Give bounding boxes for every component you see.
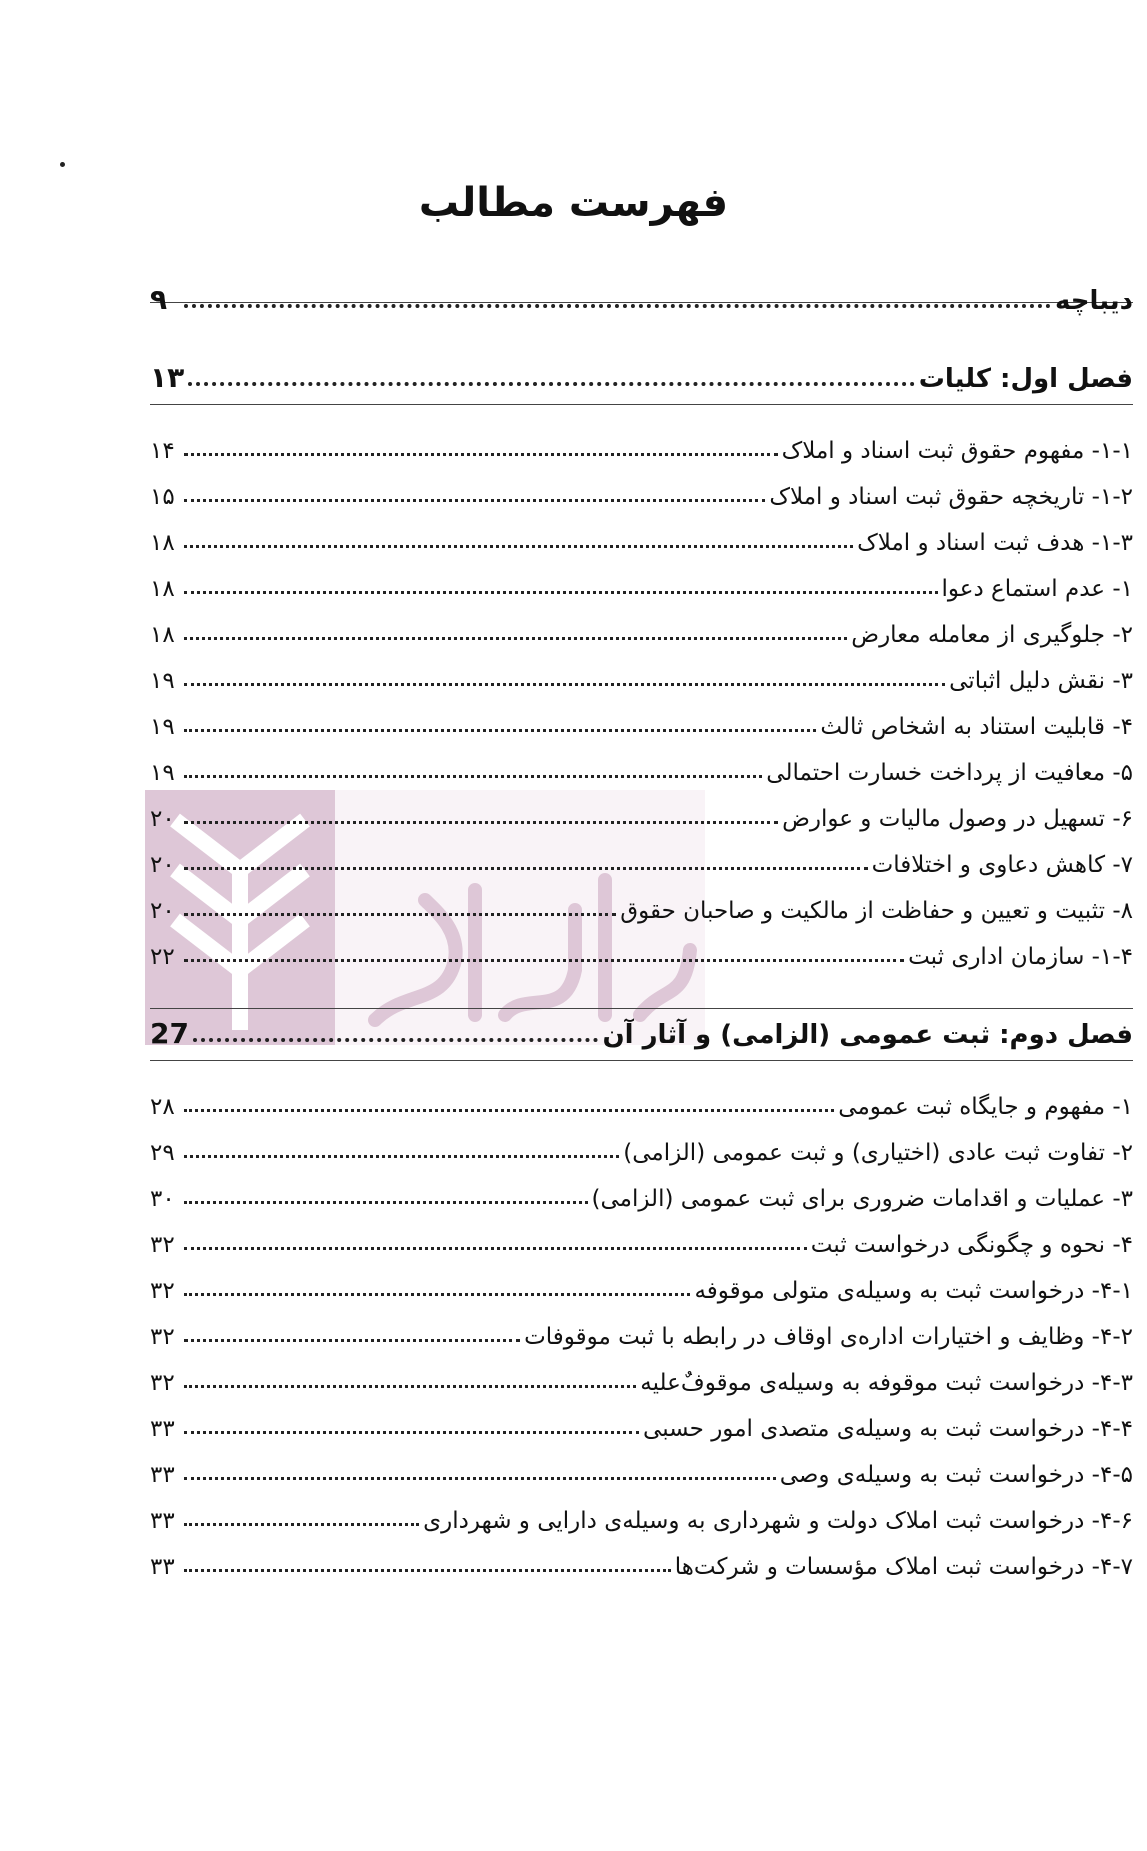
- entry-label: فصل اول: کلیات: [918, 364, 1133, 394]
- toc-entry[interactable]: [150, 1264, 1133, 1304]
- entry-label: ۲- جلوگیری از معامله معارض: [851, 622, 1133, 648]
- toc-entry[interactable]: [150, 1402, 1133, 1442]
- entry-page: ۳۳: [150, 1508, 175, 1534]
- entry-page: ۳۰: [150, 1186, 175, 1212]
- toc-entry-chapter-2[interactable]: [150, 1010, 1133, 1050]
- entry-label: ۱-۱- مفهوم حقوق ثبت اسناد و املاک: [781, 438, 1133, 464]
- leader-dots: [184, 1109, 834, 1112]
- stray-dot: [60, 162, 65, 167]
- entry-page: ۱۹: [150, 668, 175, 694]
- entry-page: ۳۲: [150, 1232, 175, 1258]
- toc-entry[interactable]: [150, 1218, 1133, 1258]
- entry-label: ۵- معافیت از پرداخت خسارت احتمالی: [766, 760, 1133, 786]
- entry-page: ۱۸: [150, 530, 175, 556]
- entry-label: ۱- مفهوم و جایگاه ثبت عمومی: [838, 1094, 1133, 1120]
- entry-page: ۱۸: [150, 622, 175, 648]
- entry-label: ۴-۴- درخواست ثبت به وسیله‌ی متصدی امور حسبی: [643, 1416, 1133, 1442]
- toc-entry[interactable]: [150, 1080, 1133, 1120]
- toc-entry[interactable]: [150, 1356, 1133, 1396]
- entry-page: ۱۸: [150, 576, 175, 602]
- toc-entry[interactable]: [150, 1448, 1133, 1488]
- rule-4: [150, 1060, 1133, 1061]
- entry-label: ۲- تفاوت ثبت عادی (اختیاری) و ثبت عمومی (الزامی): [623, 1140, 1133, 1166]
- toc-entry[interactable]: [150, 562, 1133, 602]
- rule-2: [150, 404, 1133, 405]
- leader-dots: [184, 591, 938, 594]
- entry-label: ۸- تثبیت و تعیین و حفاظت از مالکیت و صاحبان حقوق: [620, 898, 1133, 924]
- entry-label: ۱-۴- سازمان اداری ثبت: [908, 944, 1133, 970]
- toc-entry-preface[interactable]: [150, 276, 1133, 316]
- entry-label: ۴-۱- درخواست ثبت به وسیله‌ی متولی موقوفه: [694, 1278, 1133, 1304]
- entry-page: ۲۹: [150, 1140, 175, 1166]
- toc-entry[interactable]: [150, 1126, 1133, 1166]
- rule-3: [150, 1008, 1133, 1009]
- entry-page: ۲۰: [150, 898, 175, 924]
- leader-dots: [184, 637, 847, 640]
- leader-dots: [184, 1155, 619, 1158]
- leader-dots: [184, 453, 778, 456]
- toc-entry[interactable]: [150, 654, 1133, 694]
- toc-entry[interactable]: [150, 516, 1133, 556]
- leader-dots: [184, 821, 778, 824]
- entry-label: ۴-۲- وظایف و اختیارات اداره‌ی اوقاف در رابطه با ثبت موقوفات: [524, 1324, 1133, 1350]
- entry-page: ۳۳: [150, 1554, 175, 1580]
- entry-page: ۳۳: [150, 1416, 175, 1442]
- entry-page: ۲۰: [150, 806, 175, 832]
- leader-dots: [184, 1293, 690, 1296]
- toc-entry[interactable]: [150, 930, 1133, 970]
- entry-page: ۱۳: [150, 361, 185, 394]
- entry-page: ۲۸: [150, 1094, 175, 1120]
- page-title: فهرست مطالب: [418, 180, 729, 226]
- entry-label: ۶- تسهیل در وصول مالیات و عوارض: [782, 806, 1133, 832]
- leader-dots: [184, 1431, 639, 1434]
- leader-dots: [184, 959, 904, 962]
- toc-entry[interactable]: [150, 470, 1133, 510]
- entry-page: ۳۲: [150, 1370, 175, 1396]
- leader-dots: [184, 545, 853, 548]
- entry-label: ۱- عدم استماع دعوا: [941, 576, 1133, 602]
- toc-entry[interactable]: [150, 792, 1133, 832]
- leader-dots: [184, 1201, 588, 1204]
- toc-entry[interactable]: [150, 1540, 1133, 1580]
- entry-label: ۷- کاهش دعاوی و اختلافات: [871, 852, 1133, 878]
- entry-page: ۳۳: [150, 1462, 175, 1488]
- leader-dots: [184, 729, 816, 732]
- entry-page: ۲۰: [150, 852, 175, 878]
- toc-entry[interactable]: [150, 838, 1133, 878]
- entry-label: دیباچه: [1055, 286, 1133, 316]
- entry-page: ۱۹: [150, 714, 175, 740]
- entry-label: ۱-۳- هدف ثبت اسناد و املاک: [857, 530, 1133, 556]
- leader-dots: [184, 775, 762, 778]
- toc-entry[interactable]: [150, 1172, 1133, 1212]
- leader-dots: [184, 913, 616, 916]
- entry-label: ۴-۵- درخواست ثبت به وسیله‌ی وصی: [779, 1462, 1133, 1488]
- leader-dots: [184, 1523, 419, 1526]
- entry-label: ۴-۶- درخواست ثبت املاک دولت و شهرداری به وسیله‌ی دارایی و شهرداری: [423, 1508, 1133, 1534]
- entry-label: ۴- نحوه و چگونگی درخواست ثبت: [810, 1232, 1133, 1258]
- leader-dots: [184, 304, 1051, 308]
- toc-entry[interactable]: [150, 746, 1133, 786]
- toc-entry[interactable]: [150, 1310, 1133, 1350]
- leader-dots: [188, 382, 915, 386]
- toc-entry[interactable]: [150, 884, 1133, 924]
- leader-dots: [193, 1038, 598, 1042]
- entry-page: ۳۲: [150, 1278, 175, 1304]
- leader-dots: [184, 1569, 671, 1572]
- entry-page: ۹: [150, 283, 168, 316]
- leader-dots: [184, 867, 868, 870]
- entry-page: ۱۹: [150, 760, 175, 786]
- toc-entry[interactable]: [150, 1494, 1133, 1534]
- leader-dots: [184, 1339, 520, 1342]
- toc-entry[interactable]: [150, 700, 1133, 740]
- entry-label: ۳- نقش دلیل اثباتی: [949, 668, 1133, 694]
- leader-dots: [184, 1247, 807, 1250]
- entry-page: ۳۲: [150, 1324, 175, 1350]
- entry-label: ۴- قابلیت استناد به اشخاص ثالث: [820, 714, 1133, 740]
- entry-label: ۴-۳- درخواست ثبت موقوفه به وسیله‌ی موقوفٌ‌علیه: [640, 1370, 1133, 1396]
- leader-dots: [184, 683, 945, 686]
- entry-label: ۳- عملیات و اقدامات ضروری برای ثبت عمومی (الزامی): [591, 1186, 1133, 1212]
- entry-page: 27: [150, 1017, 189, 1050]
- toc-entry-chapter-1[interactable]: [150, 354, 1133, 394]
- entry-label: ۴-۷- درخواست ثبت املاک مؤسسات و شرکت‌ها: [674, 1554, 1133, 1580]
- toc-entry[interactable]: [150, 424, 1133, 464]
- leader-dots: [184, 499, 765, 502]
- toc-entry[interactable]: [150, 608, 1133, 648]
- entry-page: ۱۴: [150, 438, 175, 464]
- entry-label: فصل دوم: ثبت عمومی (الزامی) و آثار آن: [602, 1020, 1133, 1050]
- leader-dots: [184, 1385, 636, 1388]
- entry-page: ۱۵: [150, 484, 175, 510]
- leader-dots: [184, 1477, 776, 1480]
- entry-label: ۱-۲- تاریخچه حقوق ثبت اسناد و املاک: [769, 484, 1133, 510]
- entry-page: ۲۲: [150, 944, 175, 970]
